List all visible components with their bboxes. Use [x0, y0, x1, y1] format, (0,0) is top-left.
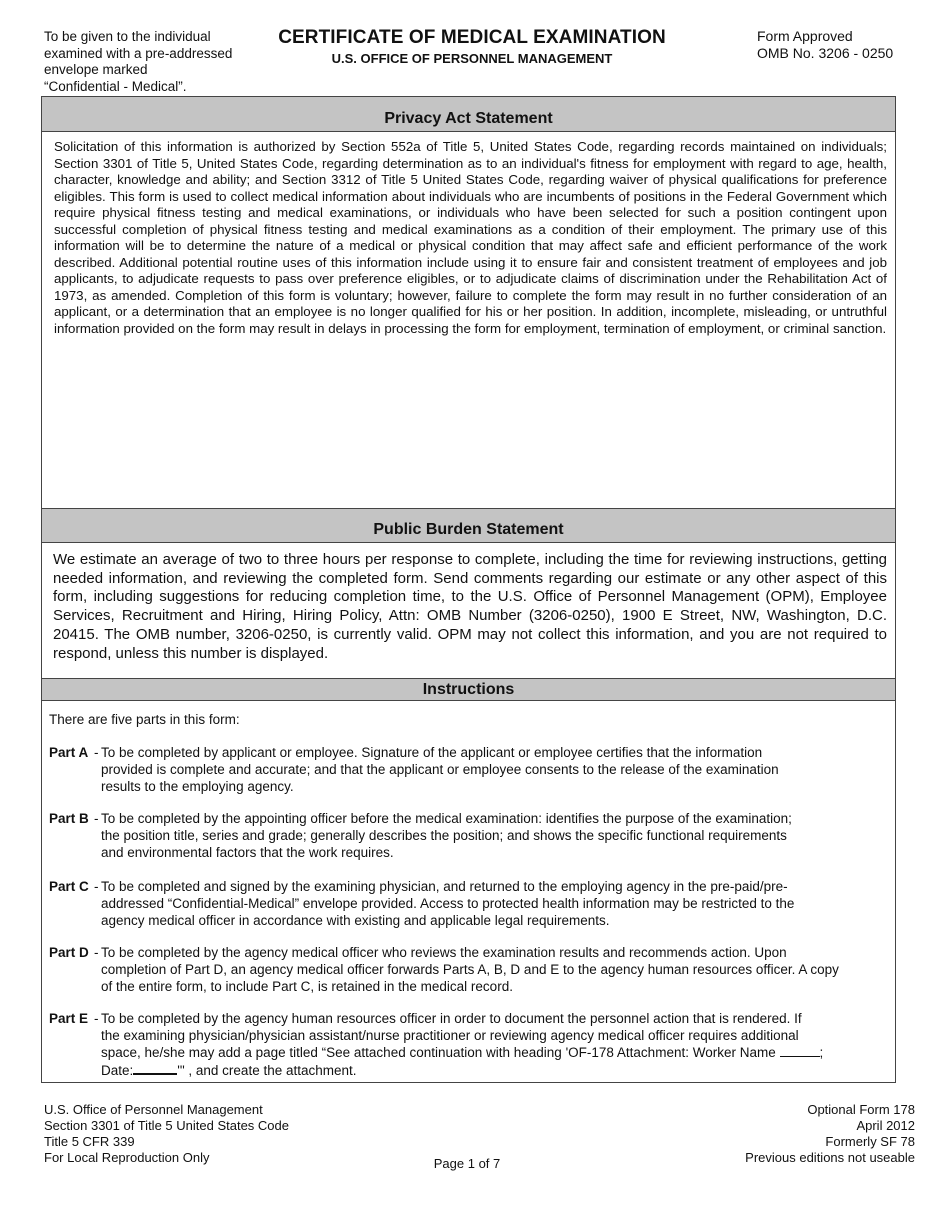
part-line: To be completed by the agency medical officer who reviews the examination results and recommends action. Upon [101, 945, 787, 960]
part-dash: - [94, 879, 99, 894]
form-body-frame [41, 96, 896, 1083]
part-label: Part D [49, 945, 89, 960]
part-dash: - [94, 1011, 99, 1026]
distribution-note-line: envelope marked [44, 62, 148, 77]
punctuation: ; [819, 1045, 824, 1060]
part-line: the position title, series and grade; generally describes the position; and shows the specific functional requirements [101, 828, 787, 843]
part-line: the examining physician/physician assistant/nurse practitioner or reviewing agency medical officer requires additional [101, 1028, 799, 1043]
worker-name-blank [780, 1044, 820, 1057]
part-label: Part C [49, 879, 89, 894]
footer-line: U.S. Office of Personnel Management [44, 1102, 263, 1117]
part-a-instruction [49, 744, 829, 795]
page-number: Page 1 of 7 [433, 1156, 501, 1171]
omb-approval-line: OMB No. 3206 - 0250 [757, 44, 894, 61]
part-description [101, 744, 829, 795]
footer-agency-info [44, 1102, 289, 1166]
footer-line: Section 3301 of Title 5 United States Code [44, 1118, 289, 1133]
part-line-text: space, he/she may add a page titled “See attached continuation with heading 'OF-178 Attachment: Worker Name [101, 1045, 776, 1060]
omb-approval-line: Form Approved [757, 28, 853, 44]
distribution-note-line: “Confidential - Medical”. [44, 78, 187, 94]
privacy-statement-text: Solicitation of this information is authorized by Section 552a of Title 5, United States Code, regarding records maintained on individuals; Section 3301 of Title 5, United States Code, regarding determination as to an individual's fitness for employment with regard to age, health, character, knowledge and ability; and Section 3312 of Title 5 United States Code, regarding waiver of physical qualifications for preference eligibles. This form is used to collect medical information about individuals who are incumbents of positions in the Federal Government which require physical fitness testing and medical examinations, or individuals who have been selected for such a position contingent upon successful completion of physical fitness testing and medical examinations as a condition of their employment. The primary use of this information will be to determine the nature of a medical or physical condition that may affect safe and efficient performance of the work described. Additional potential routine uses of this information include using it to ensure fair and consistent treatment of employees and job applicants, to adjudicate requests to pass over preference eligibles, or to adjudicate claims of discrimination under the Rehabilitation Act of 1973, as amended. Completion of this form is voluntary; however, failure to complete the form may result in no further consideration of an applicant, or a determination that an employee is no longer qualified for his or her position. In addition, incomplete, misleading, or untruthful information provided on the form may result in delays in processing the form for employment, termination of employment, or criminal sanction. [54, 139, 887, 336]
part-label: Part A [49, 745, 89, 760]
part-line-text: '" , and create the attachment. [177, 1063, 357, 1078]
date-label: Date: [101, 1063, 134, 1078]
part-description [101, 810, 829, 861]
part-line: To be completed and signed by the examining physician, and returned to the employing agency in the pre-paid/pre- [101, 879, 788, 894]
omb-approval [757, 28, 927, 61]
footer-line: Formerly SF 78 [825, 1134, 915, 1149]
part-dash: - [94, 745, 99, 760]
part-label: Part B [49, 811, 89, 826]
part-e-instruction [49, 1010, 889, 1079]
part-dash: - [94, 945, 99, 960]
distribution-note-line: examined with a pre-addressed [44, 45, 233, 61]
part-line: provided is complete and accurate; and that the applicant or employee consents to the release of the examination [101, 762, 779, 777]
part-c-instruction [49, 878, 829, 929]
form-agency: U.S. OFFICE OF PERSONNEL MANAGEMENT [331, 51, 613, 66]
part-description [101, 878, 829, 929]
instructions-heading: Instructions [42, 678, 895, 701]
part-line: results to the employing agency. [101, 779, 294, 794]
part-label: Part E [49, 1011, 89, 1026]
burden-statement-text: We estimate an average of two to three hours per response to complete, including the time for reviewing instructions, getting needed information, and reviewing the completed form. Send comments regarding our estimate or any other aspect of this form, including suggestions for reducing completion time, to the U.S. Office of Personnel Management (OPM), Employee Services, Recruitment and Hiring, Hiring Policy, Attn: OMB Number (3206-0250), 1900 E Street, NW, Washington, D.C. 20415. The OMB number, 3206-0250, is currently valid. OPM may not collect this information, and you are not required to respond, unless this number is displayed. [53, 551, 887, 662]
footer-line: Title 5 CFR 339 [44, 1134, 135, 1149]
privacy-heading: Privacy Act Statement [42, 96, 895, 132]
footer-line: For Local Reproduction Only [44, 1150, 210, 1165]
footer-line: April 2012 [856, 1118, 915, 1133]
part-line: of the entire form, to include Part C, is retained in the medical record. [101, 979, 513, 994]
part-line: completion of Part D, an agency medical officer forwards Parts A, B, D and E to the agency human resources officer. A copy [101, 962, 839, 977]
footer-line: Optional Form 178 [807, 1102, 915, 1117]
footer-line: Previous editions not useable [745, 1150, 915, 1165]
part-line: To be completed by the appointing officer before the medical examination: identifies the purpose of the examination; [101, 811, 792, 826]
part-dash: - [94, 811, 99, 826]
part-line: To be completed by applicant or employee. Signature of the applicant or employee certifies that the information [101, 745, 763, 760]
footer-form-info [745, 1102, 915, 1166]
part-line: and environmental factors that the work requires. [101, 845, 394, 860]
part-line: addressed “Confidential-Medical” envelope provided. Access to protected health information may be restricted to the [101, 896, 795, 911]
part-line: To be completed by the agency human resources officer in order to document the personnel action that is rendered. If [101, 1011, 802, 1026]
part-line [101, 1061, 889, 1079]
instructions-intro: There are five parts in this form: [49, 712, 240, 727]
part-line [101, 1044, 889, 1061]
distribution-note [44, 29, 264, 95]
form-title: CERTIFICATE OF MEDICAL EXAMINATION [278, 27, 666, 48]
distribution-note-line: To be given to the individual [44, 29, 211, 44]
date-blank [133, 1061, 177, 1075]
form-title-block [268, 27, 676, 67]
part-d-instruction [49, 944, 889, 995]
burden-heading: Public Burden Statement [42, 508, 895, 543]
part-b-instruction [49, 810, 829, 861]
part-line: agency medical officer in accordance with existing and applicable legal requirements. [101, 913, 610, 928]
part-description [101, 944, 889, 995]
part-description [101, 1010, 889, 1079]
